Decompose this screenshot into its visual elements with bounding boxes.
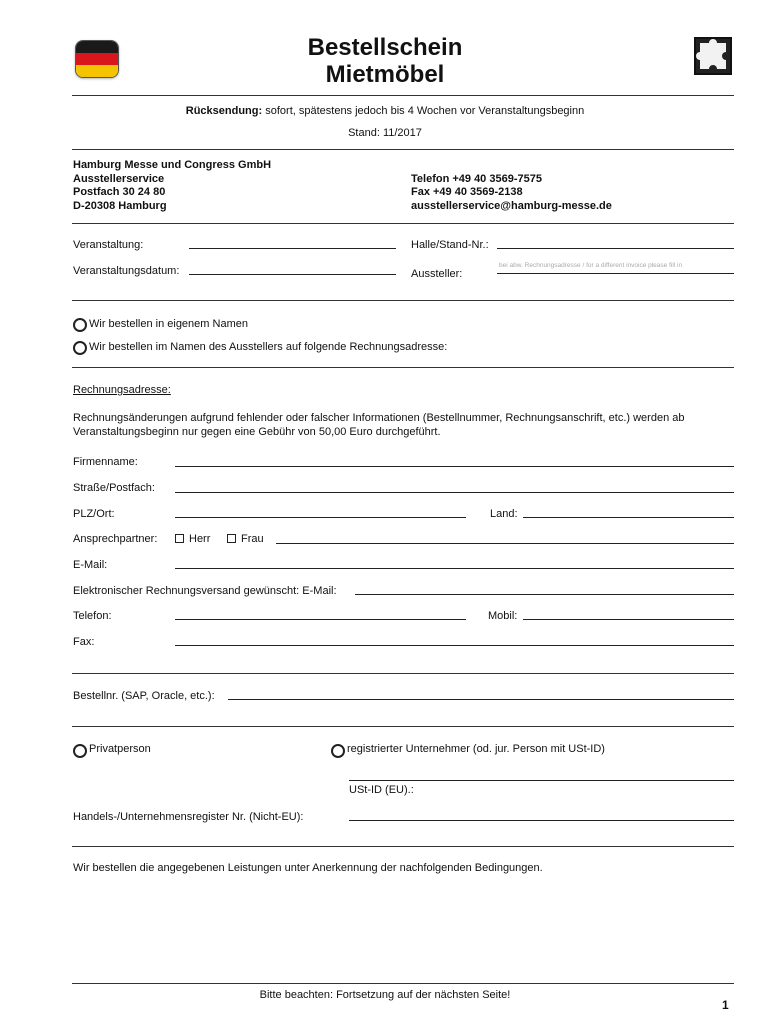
private-radio[interactable] [73,744,87,758]
company-phone: Telefon +49 40 3569-7575 [411,173,542,185]
page-title: Bestellschein [307,34,463,61]
company-dept: Ausstellerservice [73,173,165,185]
company-name: Hamburg Messe und Congress GmbH [73,159,272,171]
datum-label: Veranstaltungsdatum: [73,265,180,277]
company-city: D-20308 Hamburg [73,200,167,212]
land-field[interactable] [523,517,734,518]
frau-option[interactable]: Frau [227,533,264,545]
divider [72,149,734,150]
mobil-label: Mobil: [488,610,518,622]
register-label: Handels-/Unternehmensregister Nr. (Nicht-EU): [73,811,304,823]
own-name-radio[interactable] [73,318,87,332]
business-label: registrierter Unternehmer (od. jur. Person mit USt-ID) [347,743,605,755]
billing-notice-line1: Rechnungsänderungen aufgrund fehlender oder falscher Informationen (Bestellnummer, Rechnungsanschrift, etc.) werden ab [73,412,685,424]
business-radio[interactable] [331,744,345,758]
e-rechnung-label: Elektronischer Rechnungsversand gewünscht: E-Mail: [73,585,337,597]
on-behalf-label: Wir bestellen im Namen des Ausstellers auf folgende Rechnungsadresse: [89,341,448,353]
strasse-label: Straße/Postfach: [73,482,155,494]
register-field[interactable] [349,820,734,821]
own-name-label: Wir bestellen in eigenem Namen [89,318,248,330]
aussteller-label: Aussteller: [411,268,463,280]
veranstaltung-field[interactable] [189,248,396,249]
plz-label: PLZ/Ort: [73,508,115,520]
mobil-field[interactable] [523,619,734,620]
order-no-label: Bestellnr. (SAP, Oracle, etc.): [73,690,215,702]
ansprechpartner-label: Ansprechpartner: [73,533,158,545]
divider [72,673,734,674]
email-field[interactable] [175,568,734,569]
company-fax: Fax +49 40 3569-2138 [411,186,523,198]
divider [72,300,734,301]
order-no-field[interactable] [228,699,734,700]
telefon-label: Telefon: [73,610,112,622]
divider [72,726,734,727]
private-label: Privatperson [89,743,151,755]
plz-field[interactable] [175,517,466,518]
datum-field[interactable] [189,274,396,275]
fax-field[interactable] [175,645,734,646]
divider [72,367,734,368]
strasse-field[interactable] [175,492,734,493]
puzzle-logo-icon [694,37,732,75]
veranstaltung-label: Veranstaltung: [73,239,144,251]
billing-heading: Rechnungsadresse: [73,384,171,396]
ust-id-field[interactable] [349,780,734,781]
divider [72,95,734,96]
fax-label: Fax: [73,636,95,648]
email-label: E-Mail: [73,559,108,571]
telefon-field[interactable] [175,619,466,620]
frau-checkbox[interactable] [227,534,236,543]
e-rechnung-field[interactable] [355,594,734,595]
company-email: ausstellerservice@hamburg-messe.de [411,200,612,212]
billing-notice-line2: Veranstaltungsbeginn nur gegen eine Gebühr von 50,00 Euro durchgeführt. [73,426,441,438]
herr-option[interactable]: Herr [175,533,210,545]
page-subtitle: Mietmöbel [325,61,445,88]
divider [72,846,734,847]
firmenname-label: Firmenname: [73,456,138,468]
aussteller-field[interactable] [497,273,734,274]
terms-text: Wir bestellen die angegebenen Leistungen unter Anerkennung der nachfolgenden Bedingungen. [73,862,543,874]
company-postbox: Postfach 30 24 80 [73,186,166,198]
page-number: 1 [722,998,729,1012]
firmenname-field[interactable] [175,466,734,467]
return-notice: Rücksendung: sofort, spätestens jedoch bis 4 Wochen vor Veranstaltungsbeginn [185,105,585,117]
on-behalf-radio[interactable] [73,341,87,355]
herr-checkbox[interactable] [175,534,184,543]
footer-note: Bitte beachten: Fortsetzung auf der nächsten Seite! [259,989,511,1001]
aussteller-hint: bei abw. Rechnungsadresse / for a different invoice please fill in [499,262,683,269]
stand-date: Stand: 11/2017 [348,127,422,139]
halle-label: Halle/Stand-Nr.: [411,239,489,251]
divider [72,223,734,224]
divider [72,983,734,984]
land-label: Land: [490,508,518,520]
ansprechpartner-field[interactable] [276,543,734,544]
ust-id-label: USt-ID (EU).: [349,784,414,796]
halle-field[interactable] [497,248,734,249]
